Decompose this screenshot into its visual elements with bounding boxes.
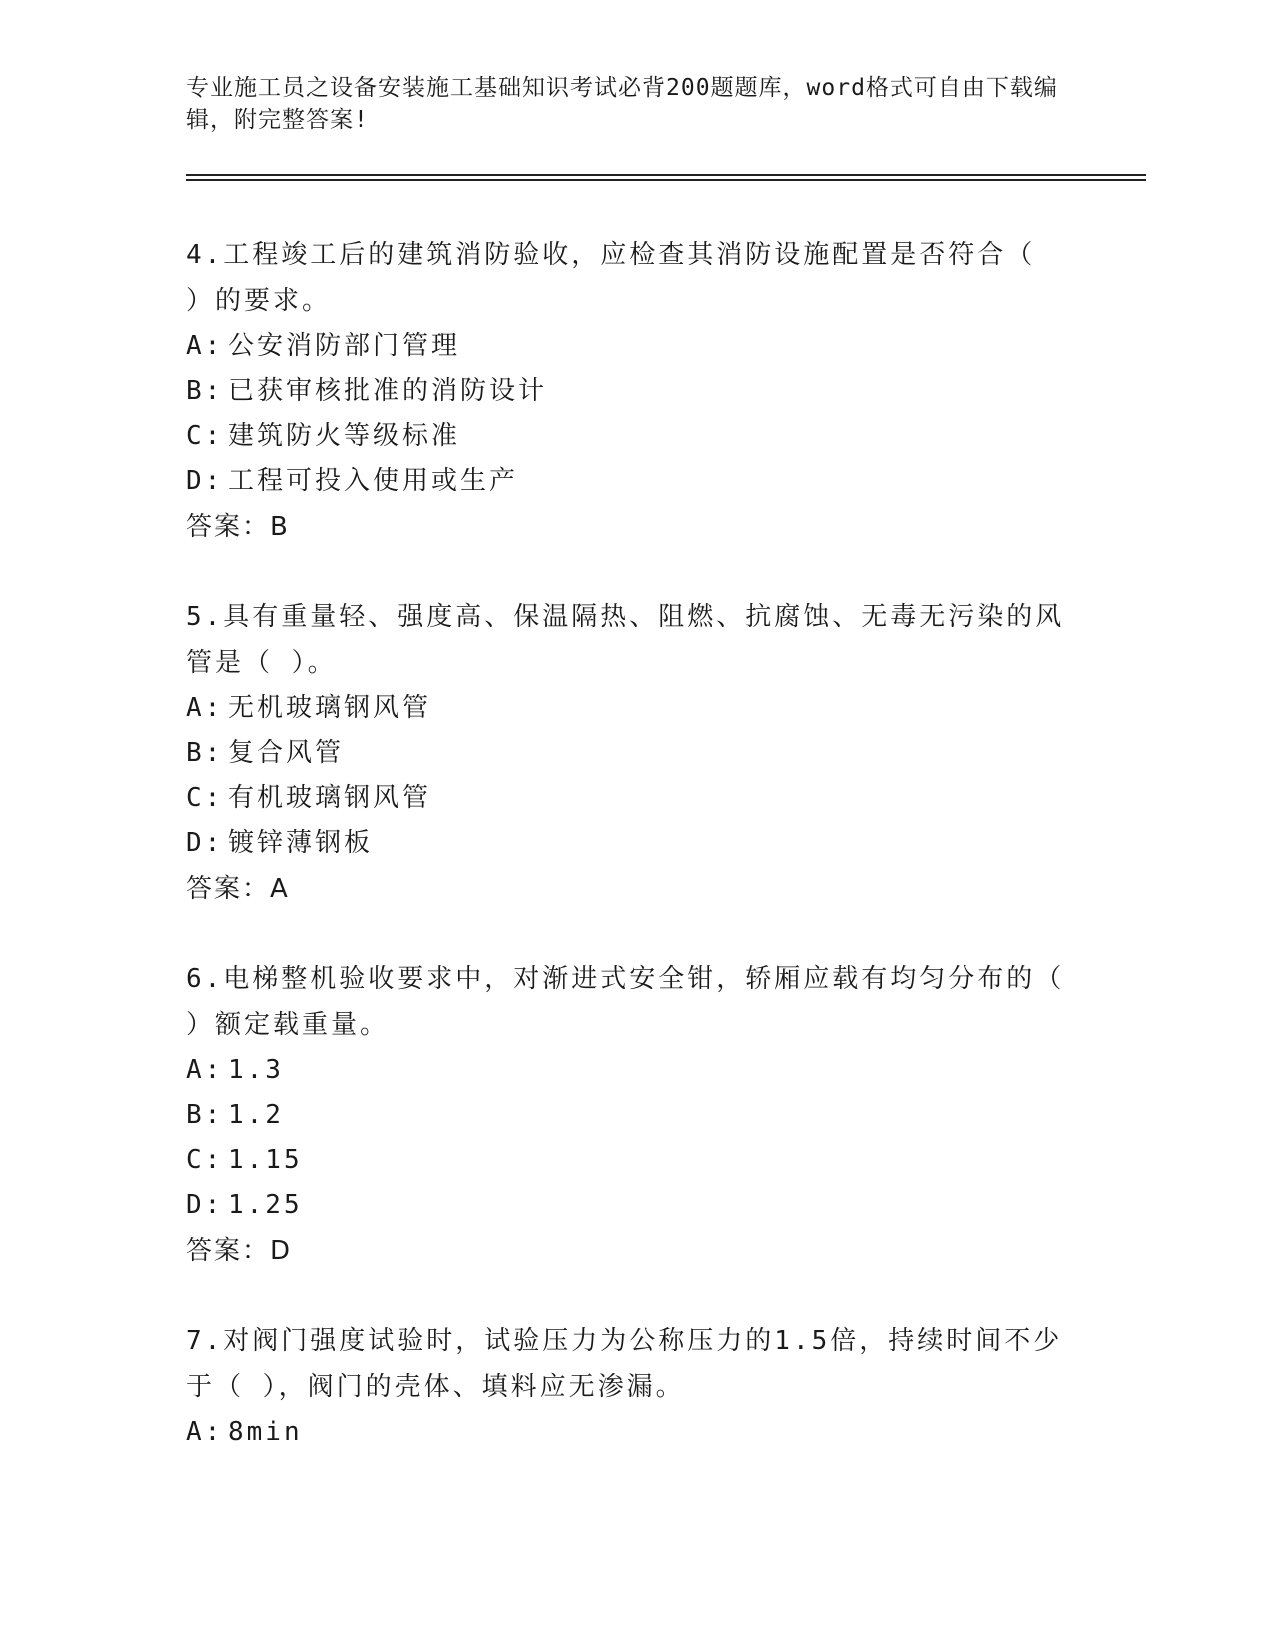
option-text: 8min bbox=[228, 1417, 303, 1447]
option-a bbox=[186, 1410, 1066, 1455]
option-letter: D: bbox=[186, 1190, 224, 1220]
option-b bbox=[186, 1093, 1066, 1138]
option-text: 复合风管 bbox=[228, 738, 345, 768]
option-text: 公安消防部门管理 bbox=[228, 331, 461, 361]
option-text: 无机玻璃钢风管 bbox=[228, 693, 432, 723]
option-letter: B: bbox=[186, 1100, 224, 1130]
option-text: 工程可投入使用或生产 bbox=[228, 466, 519, 496]
header-divider-top bbox=[186, 174, 1146, 176]
question-7 bbox=[186, 1318, 1066, 1455]
option-d bbox=[186, 1183, 1066, 1228]
option-text: 1.3 bbox=[228, 1055, 284, 1085]
option-c bbox=[186, 414, 1066, 459]
header-divider-bottom bbox=[186, 179, 1146, 181]
option-a bbox=[186, 1048, 1066, 1093]
answer: 答案：A bbox=[186, 874, 290, 904]
option-letter: C: bbox=[186, 783, 224, 813]
option-a bbox=[186, 324, 1066, 369]
question-5 bbox=[186, 594, 1066, 912]
document-header bbox=[186, 72, 1066, 136]
question-stem: 5.具有重量轻、强度高、保温隔热、阻燃、抗腐蚀、无毒无污染的风管是（ ）。 bbox=[186, 602, 1065, 678]
option-c bbox=[186, 1138, 1066, 1183]
question-stem: 6.电梯整机验收要求中，对渐进式安全钳，轿厢应载有均匀分布的（ ）额定载重量。 bbox=[186, 964, 1065, 1040]
option-letter: C: bbox=[186, 421, 224, 451]
question-stem: 4.工程竣工后的建筑消防验收，应检查其消防设施配置是否符合（ ）的要求。 bbox=[186, 240, 1036, 316]
answer: 答案：B bbox=[186, 512, 290, 542]
option-text: 有机玻璃钢风管 bbox=[228, 783, 432, 813]
option-d bbox=[186, 821, 1066, 866]
answer: 答案：D bbox=[186, 1236, 293, 1266]
option-letter: D: bbox=[186, 828, 224, 858]
option-letter: B: bbox=[186, 376, 224, 406]
option-b bbox=[186, 369, 1066, 414]
question-4 bbox=[186, 232, 1066, 550]
option-b bbox=[186, 731, 1066, 776]
option-a bbox=[186, 686, 1066, 731]
option-text: 1.2 bbox=[228, 1100, 284, 1130]
option-letter: C: bbox=[186, 1145, 224, 1175]
option-text: 建筑防火等级标准 bbox=[228, 421, 461, 451]
option-d bbox=[186, 459, 1066, 504]
header-title: 专业施工员之设备安装施工基础知识考试必背200题题库，word格式可自由下载编辑，附完整答案! bbox=[186, 75, 1058, 133]
option-letter: A: bbox=[186, 693, 224, 723]
option-text: 已获审核批准的消防设计 bbox=[228, 376, 548, 406]
option-letter: B: bbox=[186, 738, 224, 768]
option-letter: A: bbox=[186, 1055, 224, 1085]
option-letter: A: bbox=[186, 331, 224, 361]
question-6 bbox=[186, 956, 1066, 1274]
option-text: 镀锌薄钢板 bbox=[228, 828, 374, 858]
question-stem: 7.对阀门强度试验时，试验压力为公称压力的1.5倍，持续时间不少于（ ），阀门的壳体、填料应无渗漏。 bbox=[186, 1326, 1063, 1402]
option-text: 1.15 bbox=[228, 1145, 303, 1175]
option-c bbox=[186, 776, 1066, 821]
option-letter: A: bbox=[186, 1417, 224, 1447]
option-letter: D: bbox=[186, 466, 224, 496]
option-text: 1.25 bbox=[228, 1190, 303, 1220]
